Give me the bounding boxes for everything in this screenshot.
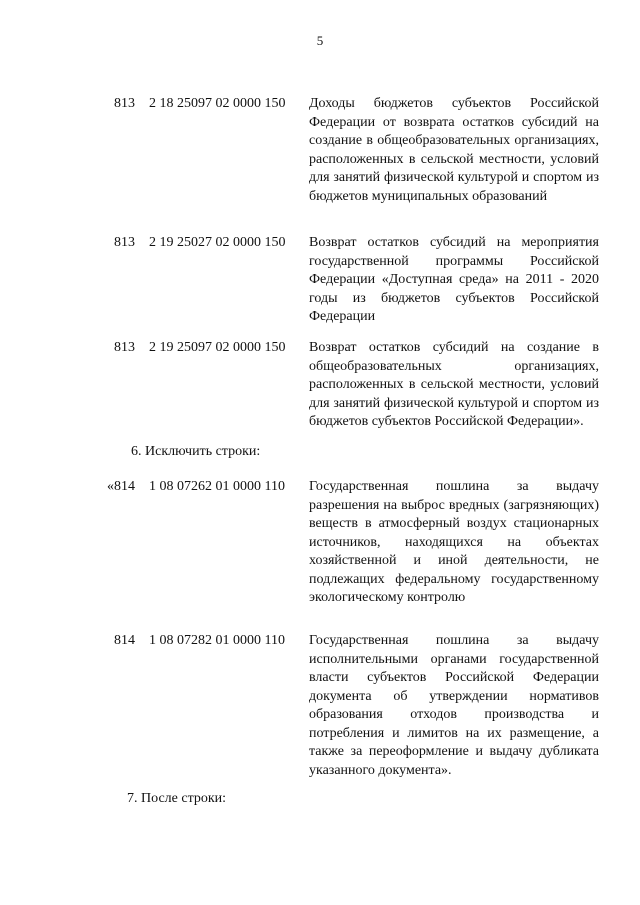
- row-description: Возврат остатков субсидий на мероприятия государственной программы Российской Федерации «Доступная среда» на 2011 - 2020 годы из бюджетов субъектов Российской Федерации: [309, 235, 599, 324]
- budget-classification-code: 2 18 25097 02 0000 150: [149, 96, 286, 111]
- budget-classification-code: 1 08 07262 01 0000 110: [149, 479, 285, 494]
- budget-classification-code: 2 19 25097 02 0000 150: [149, 340, 286, 355]
- page-number: 5: [316, 33, 324, 48]
- budget-classification-code: 1 08 07282 01 0000 110: [149, 633, 285, 648]
- budget-classification-code: 2 19 25027 02 0000 150: [149, 235, 286, 250]
- admin-code: 813: [114, 235, 135, 250]
- row-description: Возврат остатков субсидий на создание в общеобразовательных организациях, расположенных в сельской местности, условий для занятий физической культурой и спортом из бюджетов субъектов Российской Федерации».: [309, 340, 599, 429]
- row-description: Доходы бюджетов субъектов Российской Федерации от возврата остатков субсидий на создание в общеобразовательных организациях, расположенных в сельской местности, условий для занятий физической культурой и спортом из бюджетов муниципальных образований: [309, 96, 599, 204]
- admin-code: 813: [114, 96, 135, 111]
- row-description: Государственная пошлина за выдачу разрешения на выброс вредных (загрязняющих) веществ в атмосферный воздух стационарных источников, находящихся на объектах хозяйственной и иной деятельности, не подлежащих федеральному государственному экологическому контролю: [309, 479, 599, 605]
- instruction-item-7: 7. После строки:: [127, 791, 227, 806]
- admin-code: «814: [107, 479, 135, 494]
- row-description: Государственная пошлина за выдачу исполнительными органами государственной власти субъектов Российской Федерации документа об утверждении нормативов образования отходов производства и потребления и лимитов на их размещение, а также за переоформление и выдачу дубликата указанного документа».: [309, 633, 599, 778]
- admin-code: 813: [114, 340, 135, 355]
- admin-code: 814: [114, 633, 135, 648]
- instruction-item-6: 6. Исключить строки:: [131, 444, 261, 459]
